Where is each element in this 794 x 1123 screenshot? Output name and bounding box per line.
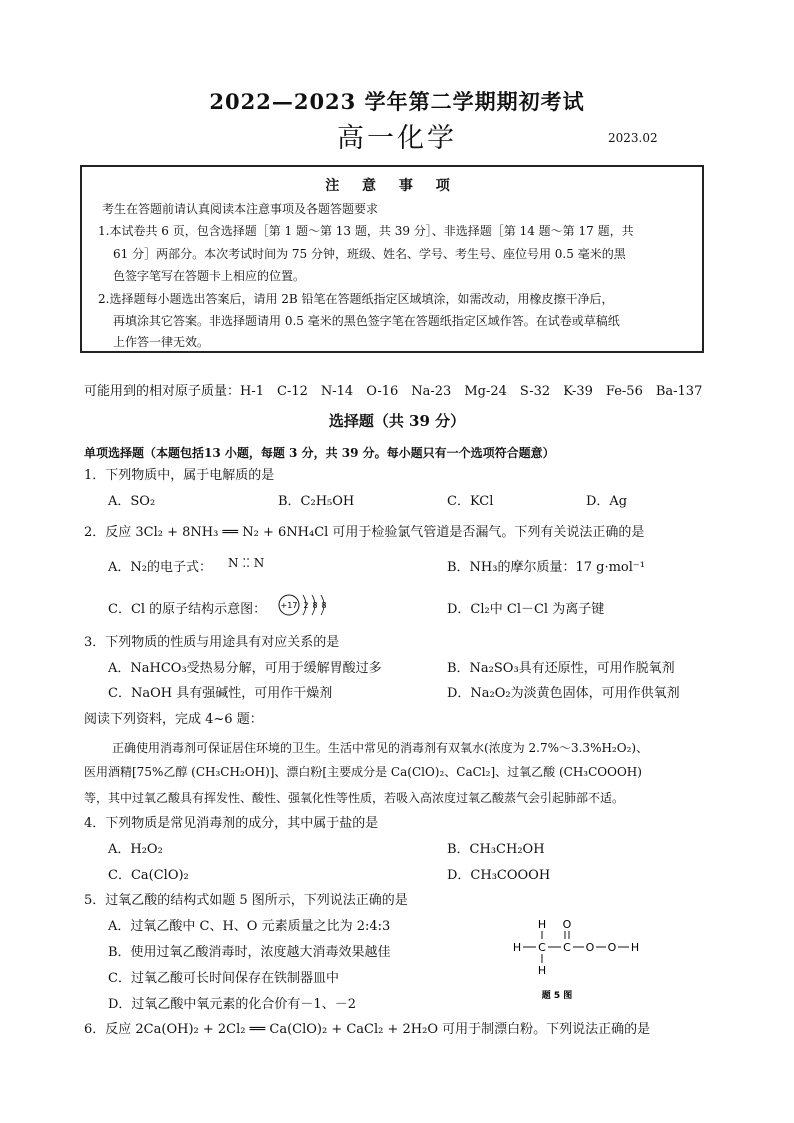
notice-intro: 考生在答题前请认真阅读本注意事项及各题答题要求	[102, 202, 379, 216]
q1-option-b: B．C₂H₅OH	[278, 494, 355, 509]
q3-option-c: C．NaOH 具有强碱性，可用作干燥剂	[108, 686, 333, 701]
q5-option-b: B．使用过氧乙酸消毒时，浓度越大消毒效果越佳	[108, 945, 391, 960]
exam-date: 2023.02	[608, 131, 658, 145]
notice-item1-line3: 色签字笔写在答题卡上相应的位置。	[113, 269, 306, 283]
notice-box	[80, 165, 704, 353]
q1-option-a: A．SO₂	[108, 494, 156, 509]
section-title: 选择题（共 39 分）	[328, 412, 466, 430]
atomic-masses: 可能用到的相对原子质量：H-1 C-12 N-14 O-16 Na-23 Mg-24 S-32 K-39 Fe-56 Ba-137	[84, 384, 703, 399]
q2-option-b: B．NH₃的摩尔质量：17 g·mol⁻¹	[447, 560, 645, 575]
atom-c-carbonyl: C	[563, 941, 571, 954]
q6-stem: 6．反应 2Ca(OH)₂ + 2Cl₂ ══ Ca(ClO)₂ + CaCl₂ + 2H₂O 可用于制漂白粉。下列说法正确的是	[84, 1022, 651, 1037]
notice-item2-line2: 再填涂其它答案。非选择题请用 0.5 毫米的黑色签字笔在答题纸指定区域作答。在试卷或草稿纸	[113, 314, 620, 328]
section-instruction: 单项选择题（本题包括13 小题，每题 3 分，共 39 分。每小题只有一个选项符合题意）	[84, 446, 555, 460]
n2-electron-formula: N ⁚⁚ N	[228, 556, 265, 570]
q3-option-a: A．NaHCO₃受热易分解，可用于缓解胃酸过多	[108, 661, 382, 676]
cl-atom-structure-diagram	[276, 591, 334, 619]
atom-o-1: O	[585, 941, 595, 954]
q4-option-d: D．CH₃COOOH	[447, 868, 551, 883]
peracetic-acid-structure-figure	[505, 916, 655, 1006]
q2-option-c: C．Cl 的原子结构示意图：	[108, 602, 267, 617]
q1-stem: 1．下列物质中，属于电解质的是	[84, 468, 275, 483]
q4-option-c: C．Ca(ClO)₂	[108, 868, 189, 883]
atom-h-left: H	[512, 941, 522, 954]
q5-option-d: D．过氧乙酸中氧元素的化合价有－1、－2	[108, 997, 356, 1012]
q1-option-c: C．KCl	[447, 494, 494, 509]
exam-title: 2022—2023 学年第二学期期初考试	[209, 89, 585, 114]
q4-stem: 4．下列物质是常见消毒剂的成分，其中属于盐的是	[84, 816, 379, 831]
q1-option-d: D．Ag	[586, 494, 628, 509]
atom-o-2: O	[607, 941, 617, 954]
q5-option-c: C．过氧乙酸可长时间保存在铁制器皿中	[108, 971, 339, 986]
atom-o-carbonyl: O	[562, 918, 572, 931]
q5-stem: 5．过氧乙酸的结构式如题 5 图所示，下列说法正确的是	[84, 893, 408, 908]
shell-electrons-1: 2	[303, 601, 309, 610]
notice-item1-line2: 61 分］两部分。本次考试时间为 75 分钟，班级、姓名、学号、考生号、座位号用 0.5 毫米的黑	[113, 247, 626, 261]
q2-stem: 2．反应 3Cl₂ + 8NH₃ ══ N₂ + 6NH₄Cl 可用于检验氯气管道是否漏气。下列有关说法正确的是	[84, 525, 645, 540]
q2-option-a: A．N₂的电子式：	[108, 560, 212, 575]
q4-option-a: A．H₂O₂	[108, 842, 163, 857]
notice-item2-line1: 2.选择题每小题选出答案后，请用 2B 铅笔在答题纸指定区域填涂，如需改动，用橡皮擦干净后，	[98, 292, 614, 306]
q3-stem: 3．下列物质的性质与用途具有对应关系的是	[84, 635, 340, 650]
atom-h-right: H	[630, 941, 640, 954]
reading-line-2: 医用酒精[75%乙醇 (CH₃CH₂OH)]、漂白粉[主要成分是 Ca(ClO)₂、CaCl₂]、过氧乙酸 (CH₃COOOH)	[84, 765, 642, 779]
figure-caption: 题 5 图	[541, 991, 573, 1001]
atom-c-methyl: C	[538, 941, 546, 954]
q3-option-b: B．Na₂SO₃具有还原性，可用作脱氧剂	[447, 661, 675, 676]
notice-item1-line1: 1.本试卷共 6 页，包含选择题［第 1 题～第 13 题，共 39 分］、非选择题［第 14 题～第 17 题，共	[98, 224, 634, 238]
shell-electrons-3: 8	[321, 601, 327, 610]
notice-item2-line3: 上作答一律无效。	[113, 335, 210, 349]
shell-electrons-2: 8	[312, 601, 318, 610]
reading-line-1: 正确使用消毒剂可保证居住环境的卫生。生活中常见的消毒剂有双氧水(浓度为 2.7%～3.3%H₂O₂)、	[112, 741, 649, 755]
atom-h-top: H	[537, 918, 547, 931]
reading-line-3: 等，其中过氧乙酸具有挥发性、酸性、强氧化性等性质，若吸入高浓度过氧乙酸蒸气会引起肺部不适。	[84, 791, 625, 805]
atom-h-bottom: H	[537, 964, 547, 977]
q5-option-a: A．过氧乙酸中 C、H、O 元素质量之比为 2:4:3	[108, 919, 391, 934]
q2-option-d: D．Cl₂中 Cl－Cl 为离子键	[447, 602, 605, 617]
notice-heading: 注 意 事 项	[325, 178, 459, 194]
q4-option-b: B．CH₃CH₂OH	[447, 842, 545, 857]
exam-subject: 高一化学	[337, 123, 457, 154]
q3-option-d: D．Na₂O₂为淡黄色固体，可用作供氧剂	[447, 686, 680, 701]
reading-intro: 阅读下列资料，完成 4~6 题：	[84, 712, 263, 727]
nucleus-charge: +17	[280, 601, 298, 610]
